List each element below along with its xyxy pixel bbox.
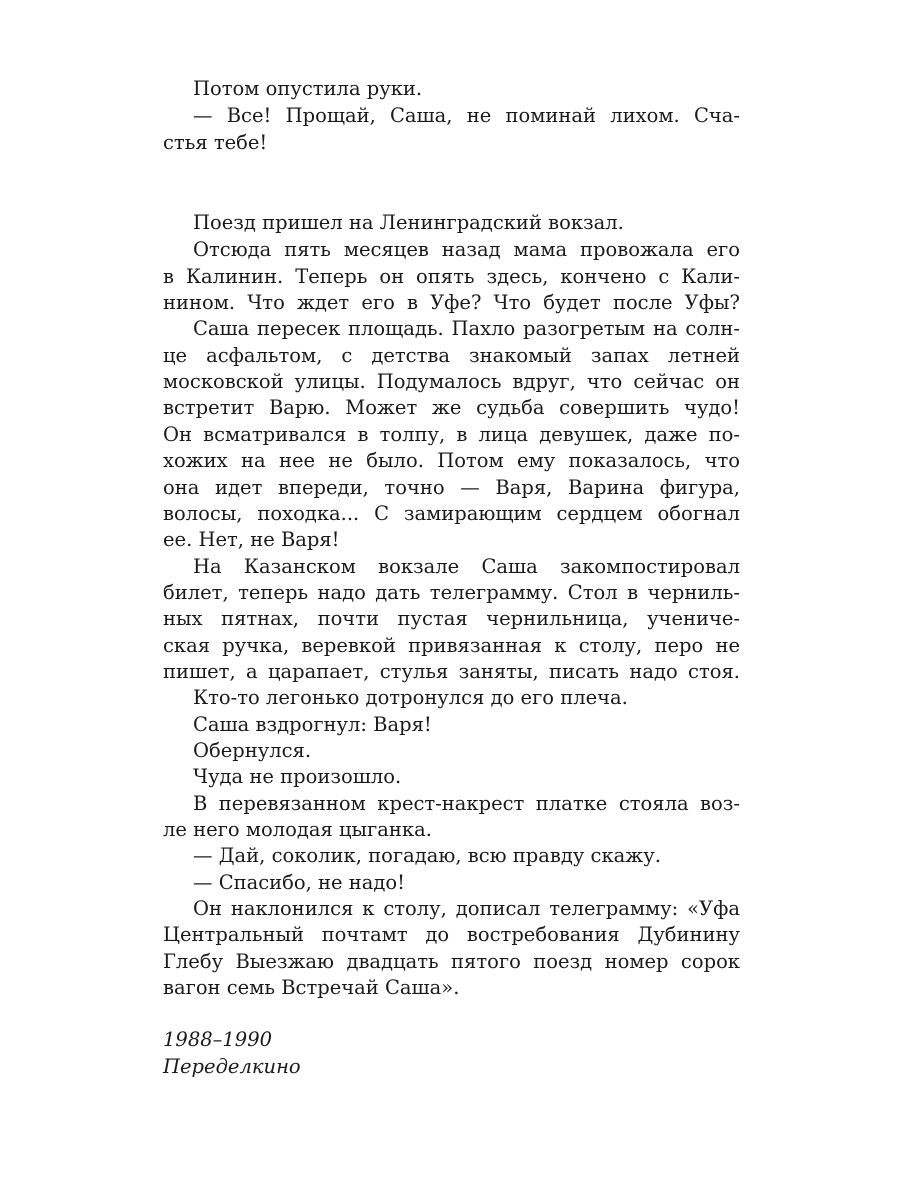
text-line: — Все! Прощай, Саша, не поминай лихом. Сча-: [193, 104, 740, 127]
text-line: Глебу Выезжаю двадцать пятого поезд номер сорок: [163, 950, 740, 973]
text-line: Саша вздрогнул: Варя!: [193, 713, 432, 736]
text-line: Саша пересек площадь. Пахло разогретым на солн-: [193, 317, 740, 340]
text-line: Он всматривался в толпу, в лица девушек, даже по-: [163, 423, 740, 446]
text-line: Центральный почтамт до востребования Дубинину: [163, 923, 740, 946]
text-line: Обернулся.: [193, 739, 312, 762]
text-line: московской улицы. Подумалось вдруг, что сейчас он: [163, 370, 740, 393]
text-line: ле него молодая цыганка.: [163, 818, 432, 841]
text-line: ее. Нет, не Варя!: [163, 528, 340, 551]
text-line: В перевязанном крест-накрест платке стояла воз-: [193, 792, 740, 815]
signature-place: Переделкино: [163, 1055, 301, 1078]
text-line: Чуда не произошло.: [193, 765, 402, 788]
text-line: — Спасибо, не надо!: [193, 871, 405, 894]
text-line: вагон семь Встречай Саша».: [163, 976, 460, 999]
text-line: в Калинин. Теперь он опять здесь, кончено с Кали-: [163, 265, 740, 288]
text-line: стья тебе!: [163, 131, 268, 154]
signature-years: 1988–1990: [163, 1028, 273, 1051]
text-line: волосы, походка... С замирающим сердцем обогнал: [163, 502, 740, 525]
text-line: ская ручка, веревкой привязанная к столу, перо не: [163, 634, 740, 657]
text-line: Поезд пришел на Ленинградский вокзал.: [193, 211, 624, 234]
text-line: она идет впереди, точно — Варя, Варина фигура,: [163, 476, 740, 499]
text-line: — Дай, соколик, погадаю, всю правду скажу.: [193, 844, 661, 867]
text-line: це асфальтом, с детства знакомый запах летней: [163, 344, 740, 367]
text-line: На Казанском вокзале Саша закомпостировал: [193, 555, 740, 578]
text-line: Отсюда пять месяцев назад мама провожала его: [193, 238, 740, 261]
text-line: Он наклонился к столу, дописал телеграмму: «Уфа: [193, 897, 740, 920]
text-line: Кто-то легонько дотронулся до его плеча.: [193, 686, 628, 709]
text-line: встретит Варю. Может же судьба совершить чудо!: [163, 396, 740, 419]
text-line: хожих на нее не было. Потом ему показалось, что: [163, 449, 740, 472]
text-line: Потом опустила руки.: [193, 77, 423, 100]
text-line: нином. Что ждет его в Уфе? Что будет после Уфы?: [163, 291, 740, 314]
text-line: пишет, а царапает, стулья заняты, писать надо стоя.: [163, 660, 740, 683]
text-line: ных пятнах, почти пустая чернильница, учениче-: [163, 607, 740, 630]
text-line: билет, теперь надо дать телеграмму. Стол в черниль-: [163, 581, 740, 604]
